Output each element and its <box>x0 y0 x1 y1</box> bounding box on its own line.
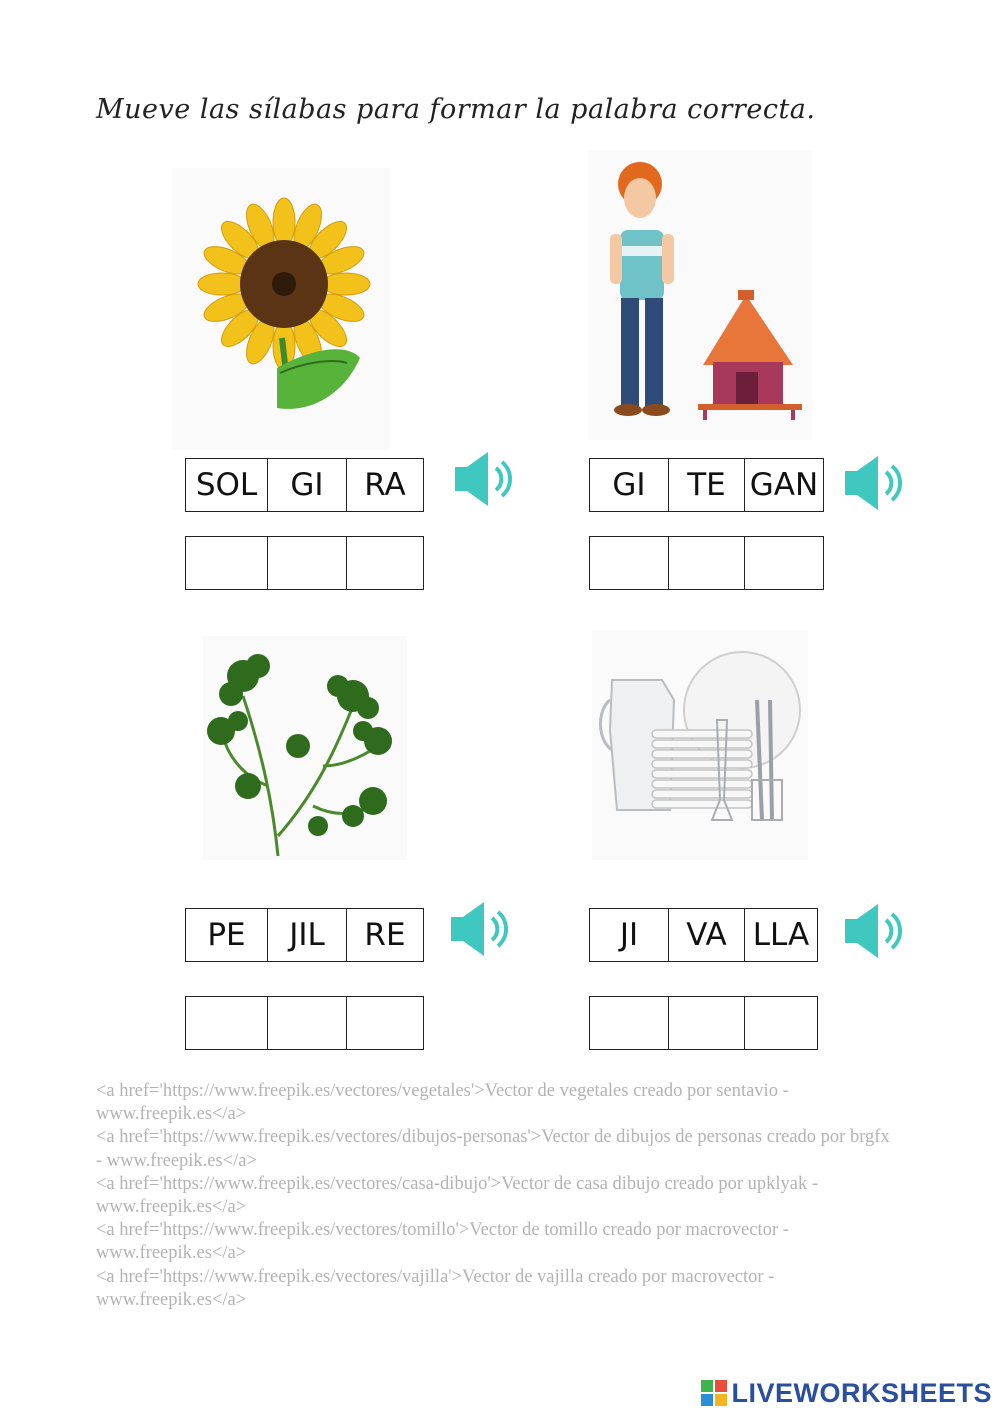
syllable-row-3 <box>185 908 424 962</box>
credit-line: <a href='https://www.freepik.es/vectores/tomillo'>Vector de tomillo creado por macrovector - www.freepik.es</a> <box>96 1220 789 1264</box>
answer-drop-slot[interactable] <box>268 537 347 589</box>
syllable-row-1 <box>185 458 424 512</box>
syllable-tile[interactable]: GI <box>268 459 347 511</box>
syllable-tile[interactable]: JIL <box>268 909 347 961</box>
answer-row-1 <box>185 536 424 590</box>
credit-line: <a href='https://www.freepik.es/vectores/dibujos-personas'>Vector de dibujos de personas creado por brgfx - www.freepik.es</a> <box>96 1127 890 1171</box>
credit-line: <a href='https://www.freepik.es/vectores/casa-dibujo'>Vector de casa dibujo creado por upklyak - www.freepik.es</a> <box>96 1173 819 1218</box>
answer-drop-slot[interactable] <box>745 997 817 1049</box>
speaker-icon[interactable] <box>842 452 904 514</box>
speaker-icon[interactable] <box>842 900 904 962</box>
logo-text: LIVEWORKSHEETS <box>731 1377 992 1408</box>
syllable-tile[interactable]: RA <box>364 467 406 503</box>
syllable-tile[interactable]: LLA <box>752 917 810 953</box>
answer-drop-slot[interactable] <box>347 537 423 589</box>
syllable-tile[interactable]: GAN <box>749 467 819 503</box>
answer-row-3 <box>185 996 424 1050</box>
answer-drop-slot[interactable] <box>590 537 669 589</box>
instruction-text: Mueve las sílabas para formar la palabra correcta. <box>96 94 816 125</box>
syllable-tile[interactable]: VA <box>669 909 745 961</box>
answer-drop-slot[interactable] <box>186 997 268 1049</box>
speaker-icon[interactable] <box>452 448 514 510</box>
credit-line: <a href='https://www.freepik.es/vectores/vajilla'>Vector de vajilla creado por macrovector - www.freepik.es</a> <box>96 1266 775 1310</box>
answer-row-2 <box>589 536 824 590</box>
answer-drop-slot[interactable] <box>347 997 423 1049</box>
answer-drop-slot[interactable] <box>590 997 669 1049</box>
liveworksheets-logo <box>701 1376 992 1410</box>
syllable-row-4 <box>589 908 818 962</box>
answer-drop-slot[interactable] <box>669 537 745 589</box>
sunflower-image <box>172 168 390 450</box>
syllable-tile[interactable]: TE <box>669 459 745 511</box>
parsley-image <box>203 636 407 860</box>
syllable-tile[interactable]: SOL <box>186 459 268 511</box>
syllable-row-2 <box>589 458 824 512</box>
dishware-image <box>592 630 808 860</box>
syllable-tile[interactable]: PE <box>186 909 268 961</box>
answer-drop-slot[interactable] <box>669 997 745 1049</box>
credit-line: <a href='https://www.freepik.es/vectores/vegetales'>Vector de vegetales creado por sentavio - www.freepik.es</a> <box>96 1081 789 1125</box>
image-credits <box>96 1080 896 1312</box>
answer-drop-slot[interactable] <box>268 997 347 1049</box>
giant-and-hut-image <box>588 150 812 440</box>
syllable-tile[interactable]: GI <box>590 459 669 511</box>
syllable-tile[interactable]: RE <box>364 917 406 953</box>
answer-drop-slot[interactable] <box>186 537 268 589</box>
liveworksheets-logo-icon <box>701 1380 727 1406</box>
answer-row-4 <box>589 996 818 1050</box>
answer-drop-slot[interactable] <box>745 537 823 589</box>
speaker-icon[interactable] <box>448 898 510 960</box>
syllable-tile[interactable]: JI <box>590 909 669 961</box>
